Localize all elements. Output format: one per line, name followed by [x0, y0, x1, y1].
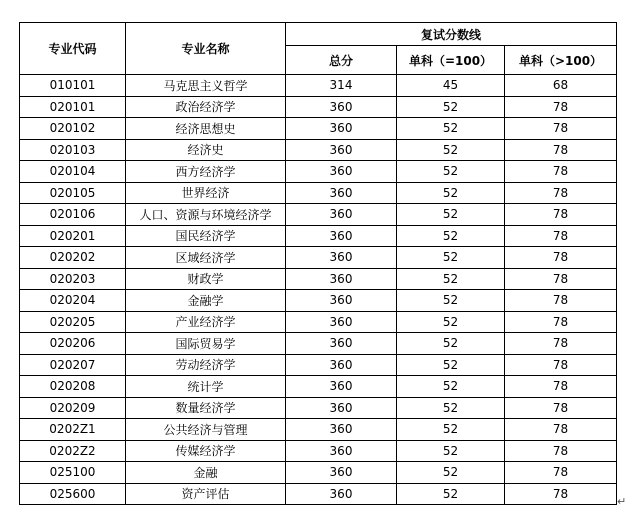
cell-code: 020106: [20, 204, 126, 226]
cell-code: 020201: [20, 225, 126, 247]
table-row: [20, 75, 617, 97]
table-row: [20, 333, 617, 355]
header-single-eq100: 单科（=100）: [397, 46, 505, 75]
cell-name: 财政学: [126, 268, 286, 290]
cell-name: 马克思主义哲学: [126, 75, 286, 97]
cell-total: 360: [286, 290, 397, 312]
cell-single-gt100: 78: [505, 268, 617, 290]
cell-total: 314: [286, 75, 397, 97]
header-code: 专业代码: [20, 23, 126, 75]
cell-code: 020105: [20, 182, 126, 204]
table-row: [20, 182, 617, 204]
cell-name: 数量经济学: [126, 397, 286, 419]
table-row: [20, 354, 617, 376]
cell-single-gt100: 78: [505, 161, 617, 183]
table-row: [20, 462, 617, 484]
cell-name: 政治经济学: [126, 96, 286, 118]
cell-single-eq100: 52: [397, 268, 505, 290]
cell-name: 西方经济学: [126, 161, 286, 183]
cell-single-gt100: 78: [505, 376, 617, 398]
cell-total: 360: [286, 225, 397, 247]
cell-name: 产业经济学: [126, 311, 286, 333]
cell-single-gt100: 78: [505, 290, 617, 312]
cell-code: 020204: [20, 290, 126, 312]
cell-single-gt100: 78: [505, 419, 617, 441]
cell-name: 公共经济与管理: [126, 419, 286, 441]
cell-name: 区域经济学: [126, 247, 286, 269]
cell-single-gt100: 78: [505, 247, 617, 269]
cell-single-gt100: 68: [505, 75, 617, 97]
table-row: [20, 311, 617, 333]
cell-code: 0202Z2: [20, 440, 126, 462]
cell-name: 劳动经济学: [126, 354, 286, 376]
table-row: [20, 290, 617, 312]
cell-code: 020209: [20, 397, 126, 419]
cell-total: 360: [286, 204, 397, 226]
header-group: 复试分数线: [286, 23, 617, 46]
table-row: [20, 440, 617, 462]
cell-code: 020103: [20, 139, 126, 161]
cell-single-eq100: 52: [397, 139, 505, 161]
cell-total: 360: [286, 118, 397, 140]
cell-name: 经济史: [126, 139, 286, 161]
cell-total: 360: [286, 161, 397, 183]
cell-single-eq100: 52: [397, 204, 505, 226]
cell-total: 360: [286, 440, 397, 462]
cell-code: 010101: [20, 75, 126, 97]
cell-single-gt100: 78: [505, 204, 617, 226]
header-row: [20, 23, 617, 46]
cell-single-gt100: 78: [505, 225, 617, 247]
cell-code: 020102: [20, 118, 126, 140]
cell-code: 025600: [20, 483, 126, 505]
cell-single-gt100: 78: [505, 397, 617, 419]
cell-name: 统计学: [126, 376, 286, 398]
cell-single-eq100: 52: [397, 161, 505, 183]
cell-total: 360: [286, 354, 397, 376]
score-table: [19, 22, 617, 505]
cell-single-gt100: 78: [505, 440, 617, 462]
paragraph-mark: ↵: [617, 495, 627, 508]
cell-total: 360: [286, 96, 397, 118]
cell-code: 020101: [20, 96, 126, 118]
cell-code: 020104: [20, 161, 126, 183]
cell-name: 国民经济学: [126, 225, 286, 247]
cell-name: 金融: [126, 462, 286, 484]
table-row: [20, 483, 617, 505]
cell-single-gt100: 78: [505, 139, 617, 161]
cell-total: 360: [286, 268, 397, 290]
header-name: 专业名称: [126, 23, 286, 75]
cell-total: 360: [286, 182, 397, 204]
table-row: [20, 376, 617, 398]
table-body: [20, 75, 617, 505]
cell-total: 360: [286, 333, 397, 355]
cell-single-eq100: 52: [397, 311, 505, 333]
cell-name: 经济思想史: [126, 118, 286, 140]
cell-single-eq100: 52: [397, 182, 505, 204]
cell-single-eq100: 52: [397, 462, 505, 484]
cell-name: 人口、资源与环境经济学: [126, 204, 286, 226]
cell-total: 360: [286, 311, 397, 333]
cell-total: 360: [286, 462, 397, 484]
table-row: [20, 139, 617, 161]
cell-single-eq100: 52: [397, 290, 505, 312]
cell-single-eq100: 45: [397, 75, 505, 97]
cell-total: 360: [286, 247, 397, 269]
cell-code: 025100: [20, 462, 126, 484]
cell-name: 资产评估: [126, 483, 286, 505]
cell-single-eq100: 52: [397, 419, 505, 441]
cell-total: 360: [286, 419, 397, 441]
cell-code: 020202: [20, 247, 126, 269]
cell-single-gt100: 78: [505, 118, 617, 140]
cell-code: 020207: [20, 354, 126, 376]
table-row: [20, 161, 617, 183]
cell-name: 世界经济: [126, 182, 286, 204]
cell-single-eq100: 52: [397, 483, 505, 505]
cell-single-gt100: 78: [505, 354, 617, 376]
cell-single-eq100: 52: [397, 118, 505, 140]
cell-code: 020205: [20, 311, 126, 333]
cell-name: 国际贸易学: [126, 333, 286, 355]
cell-total: 360: [286, 139, 397, 161]
cell-name: 金融学: [126, 290, 286, 312]
cell-single-eq100: 52: [397, 376, 505, 398]
cell-code: 020208: [20, 376, 126, 398]
table-row: [20, 96, 617, 118]
cell-single-gt100: 78: [505, 462, 617, 484]
table-header: [20, 23, 617, 75]
table-row: [20, 225, 617, 247]
cell-total: 360: [286, 376, 397, 398]
header-single-gt100: 单科（>100）: [505, 46, 617, 75]
cell-single-eq100: 52: [397, 354, 505, 376]
cell-name: 传媒经济学: [126, 440, 286, 462]
cell-single-gt100: 78: [505, 483, 617, 505]
cell-single-gt100: 78: [505, 311, 617, 333]
cell-code: 0202Z1: [20, 419, 126, 441]
table-row: [20, 204, 617, 226]
header-total: 总分: [286, 46, 397, 75]
cell-single-gt100: 78: [505, 182, 617, 204]
cell-single-eq100: 52: [397, 440, 505, 462]
cell-code: 020206: [20, 333, 126, 355]
table-row: [20, 118, 617, 140]
table-row: [20, 268, 617, 290]
table-row: [20, 419, 617, 441]
cell-single-gt100: 78: [505, 96, 617, 118]
cell-total: 360: [286, 483, 397, 505]
table-row: [20, 397, 617, 419]
cell-single-eq100: 52: [397, 247, 505, 269]
table-row: [20, 247, 617, 269]
cell-single-eq100: 52: [397, 333, 505, 355]
cell-single-eq100: 52: [397, 225, 505, 247]
cell-single-gt100: 78: [505, 333, 617, 355]
cell-single-eq100: 52: [397, 397, 505, 419]
cell-code: 020203: [20, 268, 126, 290]
cell-total: 360: [286, 397, 397, 419]
cell-single-eq100: 52: [397, 96, 505, 118]
